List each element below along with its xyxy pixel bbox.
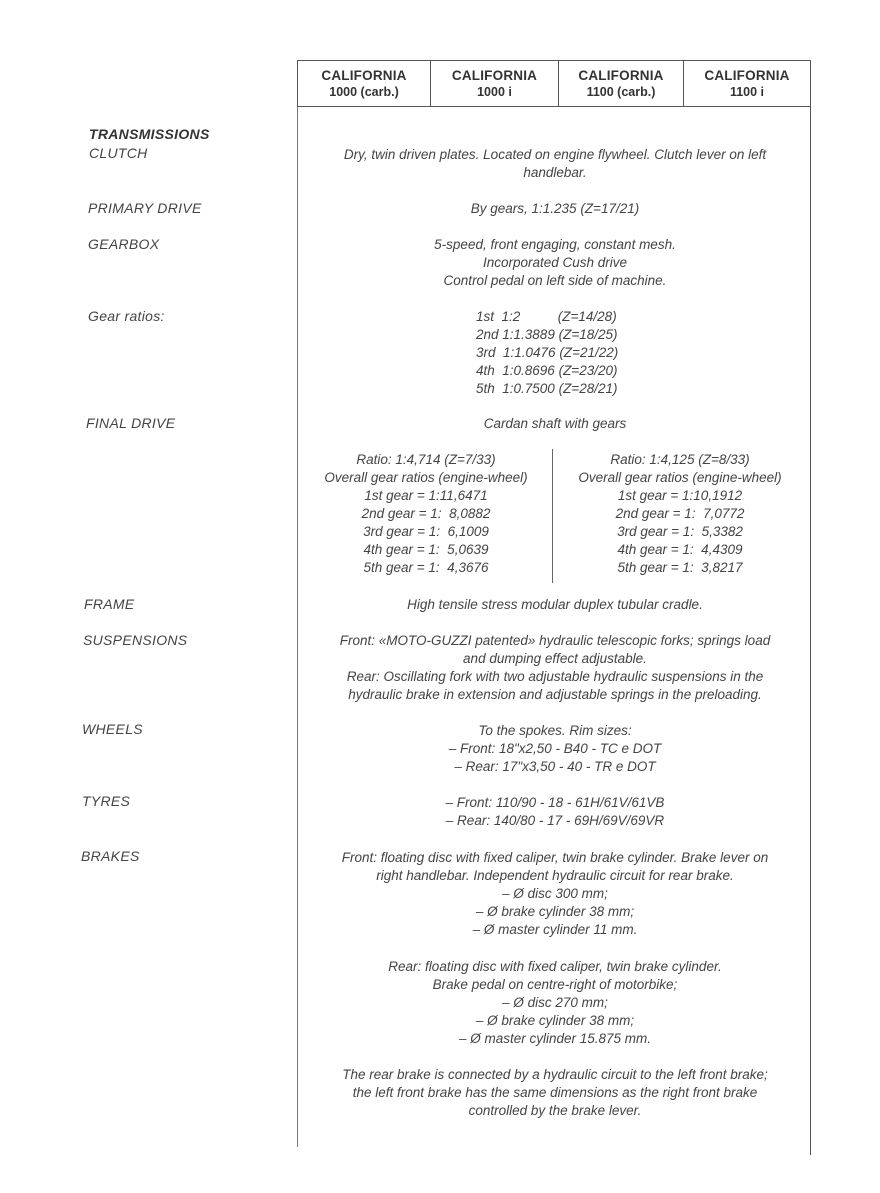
- label-clutch: CLUTCH: [89, 145, 148, 161]
- column-header-title: CALIFORNIA: [578, 68, 664, 83]
- ratio-line: 5th gear = 1: 4,3676: [363, 560, 489, 575]
- gear-ratio-line: 1st 1:2 (Z=14/28): [476, 309, 617, 324]
- ratio-line: 1st gear = 1:11,6471: [364, 488, 488, 503]
- column-header-title: CALIFORNIA: [704, 68, 790, 83]
- text-line: Dry, twin driven plates. Located on engine flywheel. Clutch lever on left: [343, 147, 767, 162]
- label-suspensions: SUSPENSIONS: [83, 632, 188, 648]
- text-line: right handlebar. Independent hydraulic circuit for rear brake.: [376, 868, 734, 883]
- final-drive-value: [300, 415, 810, 433]
- column-header-variant: 1100 (carb.): [586, 85, 656, 99]
- label-brakes: BRAKES: [81, 848, 140, 864]
- clutch-value: [300, 146, 810, 182]
- section-heading-transmissions: TRANSMISSIONS: [89, 126, 210, 142]
- label-frame: FRAME: [84, 596, 135, 612]
- gearbox-value: [300, 236, 810, 290]
- label-final-drive: FINAL DRIVE: [86, 415, 176, 431]
- gear-ratio-line: 3rd 1:1.0476 (Z=21/22): [476, 345, 619, 360]
- text-line: – Rear: 140/80 - 17 - 69H/69V/69VR: [445, 813, 665, 828]
- label-wheels: WHEELS: [82, 721, 143, 737]
- column-header-variant: 1000 (carb.): [329, 85, 399, 99]
- text-line: 5-speed, front engaging, constant mesh.: [434, 237, 676, 252]
- text-line: Cardan shaft with gears: [483, 416, 627, 431]
- text-line: Control pedal on left side of machine.: [443, 273, 667, 288]
- text-line: High tensile stress modular duplex tubular cradle.: [407, 597, 703, 612]
- primary-drive-value: [300, 200, 810, 218]
- text-line: – Ø brake cylinder 38 mm;: [475, 904, 635, 919]
- text-line: – Ø disc 300 mm;: [502, 886, 608, 901]
- ratio-line: Ratio: 1:4,125 (Z=8/33): [610, 452, 750, 467]
- gear-ratio-line: 2nd 1:1.3889 (Z=18/25): [476, 327, 618, 342]
- text-line: hydraulic brake in extension and adjustable springs in the preloading.: [348, 687, 762, 702]
- frame-value: [300, 596, 810, 614]
- gear-ratio-line: 5th 1:0.7500 (Z=28/21): [476, 381, 618, 396]
- column-header-1000-i: [431, 60, 559, 107]
- brakes-note: [300, 1066, 810, 1120]
- text-line: Front: floating disc with fixed caliper, twin brake cylinder. Brake lever on: [341, 850, 769, 865]
- table-right-border: [810, 107, 811, 1155]
- column-header-title: CALIFORNIA: [451, 68, 538, 83]
- text-line: Incorporated Cush drive: [482, 255, 628, 270]
- text-line: Rear: Oscillating fork with two adjustable hydraulic suspensions in the: [346, 669, 764, 684]
- ratio-line: 4th gear = 1: 4,4309: [617, 542, 743, 557]
- text-line: Front: «MOTO-GUZZI patented» hydraulic telescopic forks; springs load: [339, 633, 771, 648]
- text-line: – Ø master cylinder 11 mm.: [472, 922, 638, 937]
- brakes-front-value: [300, 849, 810, 939]
- text-line: the left front brake has the same dimensions as the right front brake: [352, 1085, 758, 1100]
- column-header-1100-carb: [559, 60, 684, 107]
- suspensions-value: [300, 632, 810, 704]
- text-line: controlled by the brake lever.: [468, 1103, 642, 1118]
- ratio-line: 2nd gear = 1: 7,0772: [615, 506, 745, 521]
- ratio-line: 4th gear = 1: 5,0639: [363, 542, 489, 557]
- final-drive-divider: [552, 449, 553, 583]
- tyres-value: [300, 794, 810, 830]
- label-tyres: TYRES: [82, 793, 131, 809]
- column-header-variant: 1100 i: [729, 85, 765, 99]
- ratio-line: 3rd gear = 1: 5,3382: [617, 524, 743, 539]
- final-drive-1000-ratios: [306, 451, 546, 577]
- text-line: handlebar.: [523, 165, 587, 180]
- label-gear-ratios: Gear ratios:: [88, 308, 165, 324]
- gear-ratios-value: [476, 308, 618, 398]
- ratio-line: Ratio: 1:4,714 (Z=7/33): [356, 452, 496, 467]
- column-header-title: CALIFORNIA: [321, 68, 407, 83]
- ratio-line: 5th gear = 1: 3,8217: [617, 560, 743, 575]
- column-header-variant: 1000 i: [477, 85, 512, 99]
- text-line: – Front: 18"x2,50 - B40 - TC e DOT: [448, 741, 662, 756]
- ratio-line: Overall gear ratios (engine-wheel): [578, 470, 782, 485]
- text-line: By gears, 1:1.235 (Z=17/21): [470, 201, 640, 216]
- brakes-rear-value: [300, 958, 810, 1048]
- text-line: – Ø master cylinder 15.875 mm.: [458, 1031, 652, 1046]
- text-line: The rear brake is connected by a hydraulic circuit to the left front brake;: [342, 1067, 768, 1082]
- column-header-1100-i: [684, 60, 811, 107]
- final-drive-1100-ratios: [560, 451, 800, 577]
- text-line: – Front: 110/90 - 18 - 61H/61V/61VB: [445, 795, 665, 810]
- column-header-1000-carb: [297, 60, 431, 107]
- text-line: To the spokes. Rim sizes:: [478, 723, 632, 738]
- ratio-line: 2nd gear = 1: 8,0882: [361, 506, 491, 521]
- text-line: Rear: floating disc with fixed caliper, twin brake cylinder.: [388, 959, 722, 974]
- ratio-line: 3rd gear = 1: 6,1009: [363, 524, 489, 539]
- text-line: and dumping effect adjustable.: [463, 651, 647, 666]
- ratio-line: Overall gear ratios (engine-wheel): [324, 470, 528, 485]
- wheels-value: [300, 722, 810, 776]
- text-line: Brake pedal on centre-right of motorbike;: [432, 977, 678, 992]
- text-line: – Ø disc 270 mm;: [502, 995, 608, 1010]
- label-primary-drive: PRIMARY DRIVE: [88, 200, 202, 216]
- gear-ratio-line: 4th 1:0.8696 (Z=23/20): [476, 363, 618, 378]
- text-line: – Ø brake cylinder 38 mm;: [475, 1013, 635, 1028]
- label-gearbox: GEARBOX: [88, 236, 160, 252]
- ratio-line: 1st gear = 1:10,1912: [617, 488, 743, 503]
- text-line: – Rear: 17"x3,50 - 40 - TR e DOT: [454, 759, 656, 774]
- table-left-border: [297, 107, 298, 1147]
